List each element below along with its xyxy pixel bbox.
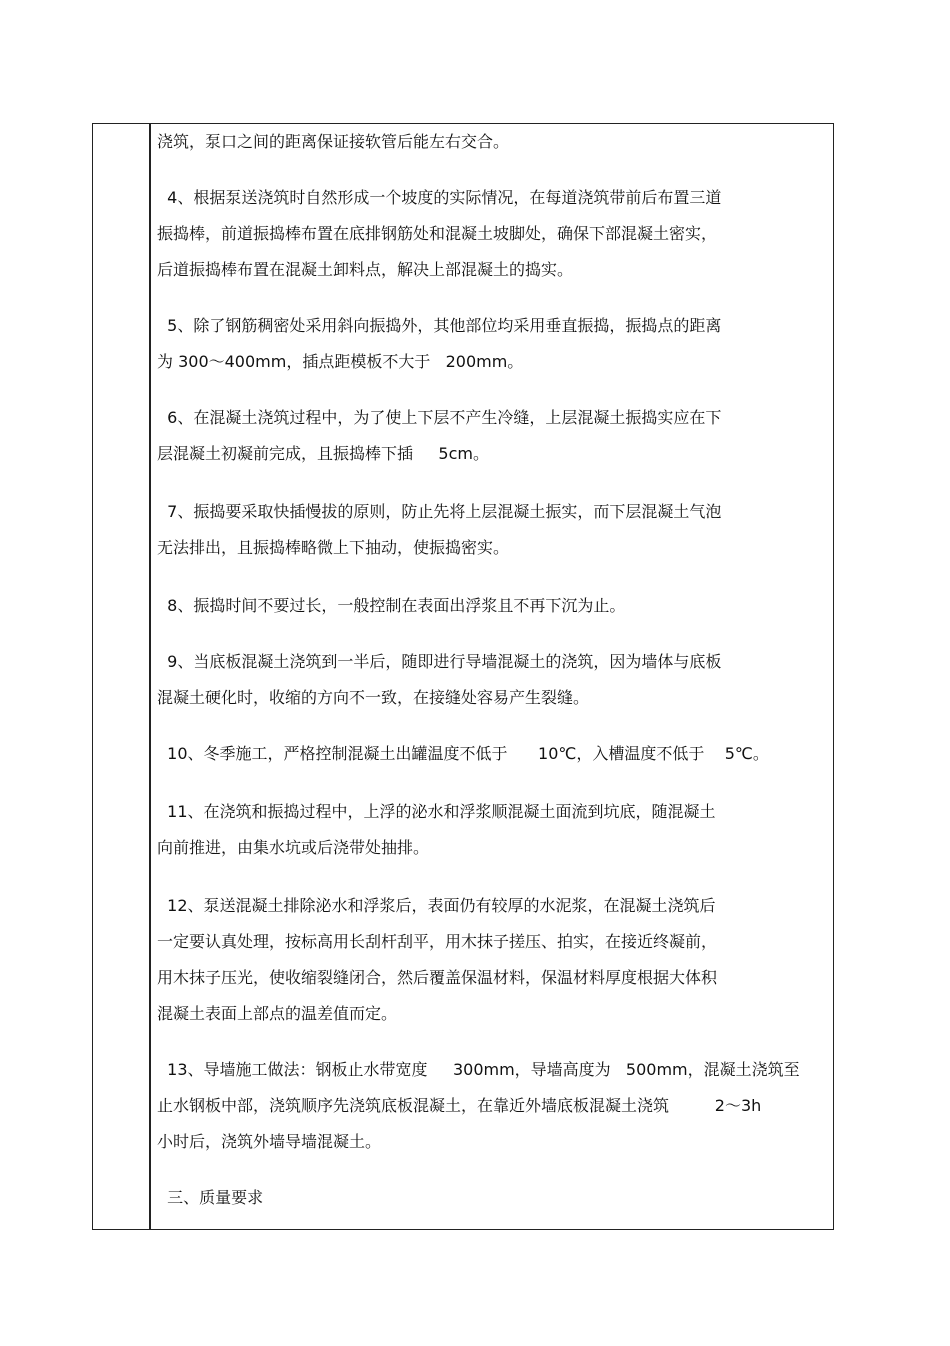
text-line: 8、振捣时间不要过长，一般控制在表面出浮浆且不再下沉为止。 xyxy=(157,596,626,615)
text-line: 9、当底板混凝土浇筑到一半后，随即进行导墙混凝土的浇筑，因为墙体与底板 xyxy=(157,652,722,671)
text-line: 无法排出，且振捣棒略微上下抽动，使振捣密实。 xyxy=(157,538,510,557)
text-line: 止水钢板中部，浇筑顺序先浇筑底板混凝土，在靠近外墙底板混凝土浇筑 2～3h xyxy=(157,1096,762,1115)
text-line: 一定要认真处理，按标高用长刮杆刮平，用木抹子搓压、拍实，在接近终凝前， xyxy=(157,932,718,951)
text-line: 向前推进，由集水坑或后浇带处抽排。 xyxy=(157,838,430,857)
text-line: 11、在浇筑和振捣过程中，上浮的泌水和浮浆顺混凝土面流到坑底，随混凝土 xyxy=(157,802,716,821)
text-line: 6、在混凝土浇筑过程中，为了使上下层不产生冷缝，上层混凝土振捣实应在下 xyxy=(157,408,722,427)
text-line: 5、除了钢筋稠密处采用斜向振捣外，其他部位均采用垂直振捣，振捣点的距离 xyxy=(157,316,722,335)
text-line: 层混凝土初凝前完成，且振捣棒下插 5cm。 xyxy=(157,444,489,463)
text-line: 4、根据泵送浇筑时自然形成一个坡度的实际情况，在每道浇筑带前后布置三道 xyxy=(157,188,722,207)
text-line: 混凝土硬化时，收缩的方向不一致，在接缝处容易产生裂缝。 xyxy=(157,688,590,707)
text-line: 用木抹子压光，使收缩裂缝闭合，然后覆盖保温材料，保温材料厚度根据大体积 xyxy=(157,968,718,987)
text-line: 10、冬季施工，严格控制混凝土出罐温度不低于 10℃，入槽温度不低于 5℃。 xyxy=(157,744,769,763)
section-heading: 三、质量要求 xyxy=(157,1188,264,1207)
text-line: 13、导墙施工做法：钢板止水带宽度 300mm，导墙高度为 500mm，混凝土浇筑至 xyxy=(157,1060,800,1079)
text-line: 7、振捣要采取快插慢拔的原则，防止先将上层混凝土振实，而下层混凝土气泡 xyxy=(157,502,722,521)
text-line: 浇筑，泵口之间的距离保证接软管后能左右交合。 xyxy=(157,132,510,151)
text-line: 后道振捣棒布置在混凝土卸料点，解决上部混凝土的捣实。 xyxy=(157,260,574,279)
text-line: 12、泵送混凝土排除泌水和浮浆后，表面仍有较厚的水泥浆，在混凝土浇筑后 xyxy=(157,896,716,915)
text-line: 为 300～400mm，插点距模板不大于 200mm。 xyxy=(157,352,524,371)
text-line: 小时后，浇筑外墙导墙混凝土。 xyxy=(157,1132,382,1151)
column-divider xyxy=(149,123,151,1230)
text-line: 混凝土表面上部点的温差值而定。 xyxy=(157,1004,398,1023)
text-line: 振捣棒，前道振捣棒布置在底排钢筋处和混凝土坡脚处，确保下部混凝土密实， xyxy=(157,224,718,243)
